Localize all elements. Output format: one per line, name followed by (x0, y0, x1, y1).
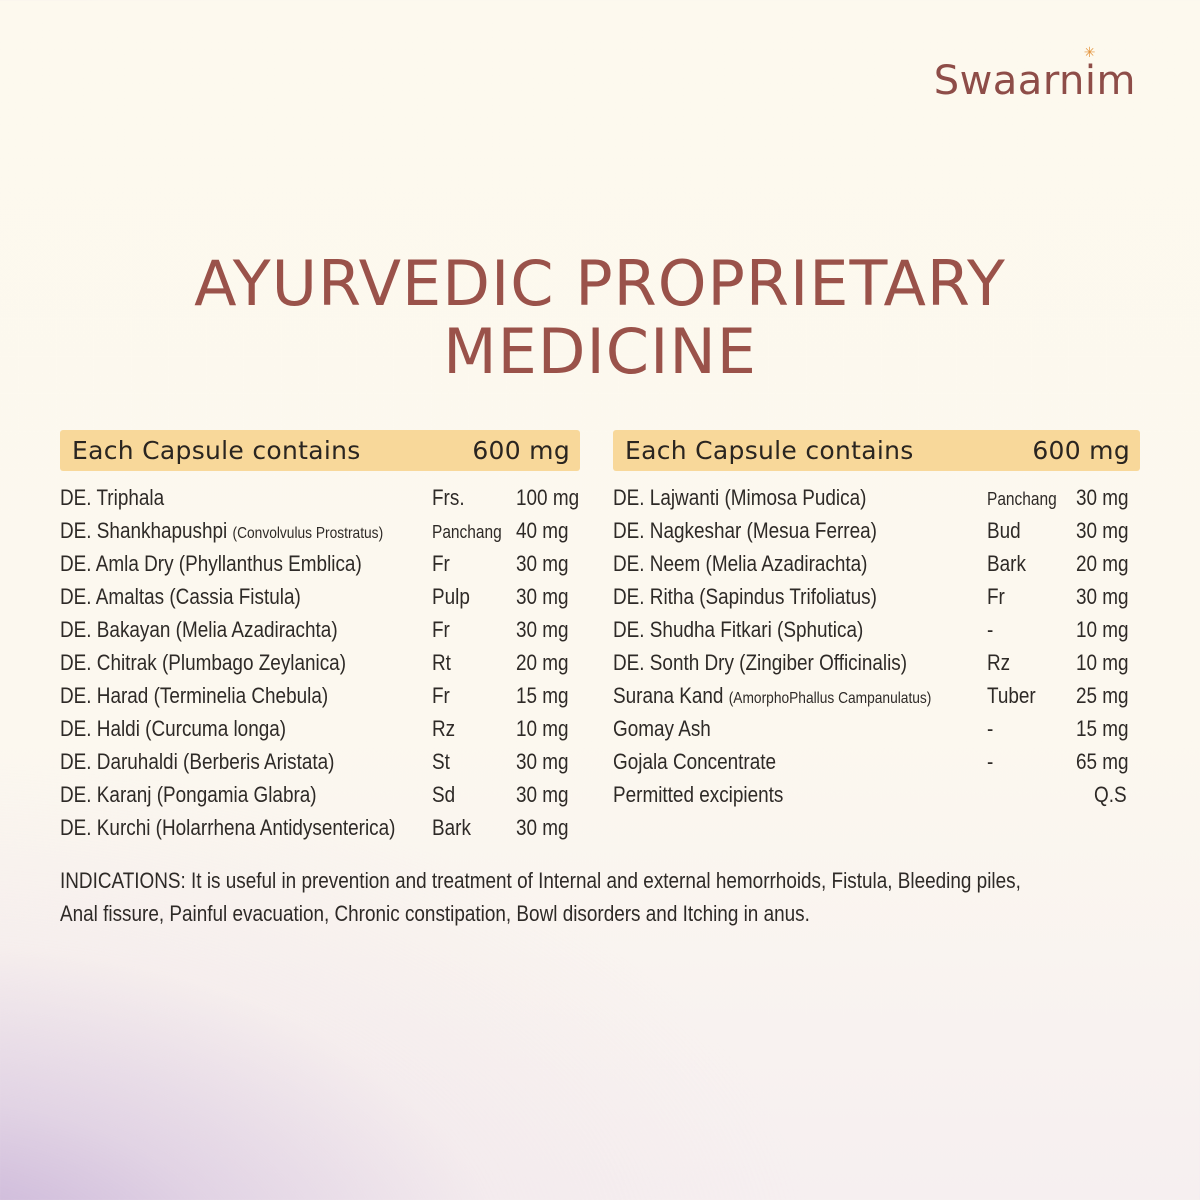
indications-line-1: INDICATIONS: It is useful in prevention and treatment of Internal and external hemorrhoids, Fistula, Bleeding piles, (60, 868, 1021, 893)
quantity: 30 mg (516, 814, 569, 840)
ingredient-row (60, 811, 580, 844)
plant-part: Rz (432, 715, 456, 741)
plant-part: Rt (432, 649, 451, 675)
ingredient-row (60, 778, 580, 811)
quantity: 30 mg (1076, 484, 1129, 510)
plant-part: - (987, 616, 994, 642)
ingredient-row (613, 580, 1140, 613)
ingredient-row (60, 514, 580, 547)
ingredient-name: DE. Shudha Fitkari (Sphutica) (613, 616, 864, 642)
quantity: 65 mg (1076, 748, 1129, 774)
plant-part: St (432, 748, 450, 774)
composition-table-right (613, 430, 1140, 811)
ingredient-name: DE. Amla Dry (Phyllanthus Emblica) (60, 550, 362, 576)
ingredient-name: DE. Sonth Dry (Zingiber Officinalis) (613, 649, 908, 675)
ingredient-row (613, 613, 1140, 646)
ingredient-name: Permitted excipients (613, 781, 784, 807)
quantity: 20 mg (516, 649, 569, 675)
plant-part: Panchang (432, 521, 502, 542)
table-header (60, 430, 580, 471)
plant-part: Frs. (432, 484, 465, 510)
star-icon: ✳ (1083, 45, 1096, 61)
ingredient-name: DE. Daruhaldi (Berberis Aristata) (60, 748, 335, 774)
ingredient-name: DE. Chitrak (Plumbago Zeylanica) (60, 649, 347, 675)
ingredient-row (60, 613, 580, 646)
plant-part: Fr (432, 616, 450, 642)
plant-part: Fr (432, 550, 450, 576)
ingredient-name: DE. Shankhapushpi (60, 517, 233, 543)
quantity: 10 mg (1076, 649, 1129, 675)
ingredient-row (613, 745, 1140, 778)
brand-name: Swaarnim (933, 58, 1136, 104)
ingredient-row (60, 745, 580, 778)
ingredient-name: DE. Amaltas (Cassia Fistula) (60, 583, 301, 609)
quantity: 30 mg (1076, 517, 1129, 543)
ingredient-name: DE. Bakayan (Melia Azadirachta) (60, 616, 338, 642)
table-header (613, 430, 1140, 471)
ingredient-name: Surana Kand (613, 682, 729, 708)
ingredient-row (613, 646, 1140, 679)
quantity: 15 mg (1076, 715, 1129, 741)
plant-part: Bark (432, 814, 471, 840)
ingredient-list (613, 481, 1140, 811)
ingredient-name: Gomay Ash (613, 715, 711, 741)
ingredient-name: Gojala Concentrate (613, 748, 777, 774)
indications-line-2: Anal fissure, Painful evacuation, Chronic constipation, Bowl disorders and Itching in anus. (60, 901, 810, 926)
ingredient-row (613, 679, 1140, 712)
ingredient-name: DE. Kurchi (Holarrhena Antidysenterica) (60, 814, 396, 840)
ingredient-row (60, 580, 580, 613)
ingredient-row (60, 547, 580, 580)
indications-text (60, 864, 1160, 930)
ingredient-row (613, 481, 1140, 514)
ingredient-row (60, 646, 580, 679)
ingredient-list (60, 481, 580, 844)
ingredient-row (60, 481, 580, 514)
ingredient-row (60, 712, 580, 745)
quantity: 25 mg (1076, 682, 1129, 708)
plant-part: Bark (987, 550, 1026, 576)
ingredient-name: DE. Haldi (Curcuma longa) (60, 715, 287, 741)
quantity: Q.S (1094, 781, 1127, 807)
ingredient-row (613, 547, 1140, 580)
plant-part: Pulp (432, 583, 470, 609)
quantity: 10 mg (516, 715, 569, 741)
plant-part: Bud (987, 517, 1021, 543)
header-amount: 600 mg (1032, 436, 1130, 465)
quantity: 30 mg (516, 781, 569, 807)
plant-part: Rz (987, 649, 1011, 675)
composition-table-left (60, 430, 580, 844)
quantity: 20 mg (1076, 550, 1129, 576)
page-title (0, 247, 1200, 388)
ingredient-row (613, 712, 1140, 745)
ingredient-row (613, 514, 1140, 547)
quantity: 30 mg (516, 748, 569, 774)
header-label: Each Capsule contains (72, 436, 361, 465)
ingredient-row (613, 778, 1140, 811)
ingredient-row (60, 679, 580, 712)
quantity: 10 mg (1076, 616, 1129, 642)
plant-part: - (987, 748, 994, 774)
plant-part: Fr (987, 583, 1005, 609)
ingredient-name: DE. Harad (Terminelia Chebula) (60, 682, 329, 708)
ingredient-name: DE. Karanj (Pongamia Glabra) (60, 781, 317, 807)
header-amount: 600 mg (472, 436, 570, 465)
quantity: 15 mg (516, 682, 569, 708)
quantity: 40 mg (516, 517, 569, 543)
title-line-2: MEDICINE (443, 315, 757, 388)
quantity: 30 mg (516, 550, 569, 576)
plant-part: Tuber (987, 682, 1036, 708)
plant-part: Panchang (987, 488, 1057, 509)
plant-part: Fr (432, 682, 450, 708)
ingredient-name: DE. Lajwanti (Mimosa Pudica) (613, 484, 867, 510)
quantity: 100 mg (516, 484, 580, 510)
quantity: 30 mg (516, 616, 569, 642)
ingredient-name: DE. Triphala (60, 484, 165, 510)
title-line-1: AYURVEDIC PROPRIETARY (194, 247, 1006, 320)
ingredient-name: DE. Neem (Melia Azadirachta) (613, 550, 868, 576)
quantity: 30 mg (1076, 583, 1129, 609)
plant-part: - (987, 715, 994, 741)
quantity: 30 mg (516, 583, 569, 609)
ingredient-scientific-name: (AmorphoPhallus Campanulatus) (728, 689, 932, 707)
ingredient-scientific-name: (Convolvulus Prostratus) (232, 524, 384, 542)
ingredient-name: DE. Ritha (Sapindus Trifoliatus) (613, 583, 877, 609)
ingredient-name: DE. Nagkeshar (Mesua Ferrea) (613, 517, 877, 543)
header-label: Each Capsule contains (625, 436, 914, 465)
plant-part: Sd (432, 781, 456, 807)
brand-logo (933, 45, 1136, 104)
